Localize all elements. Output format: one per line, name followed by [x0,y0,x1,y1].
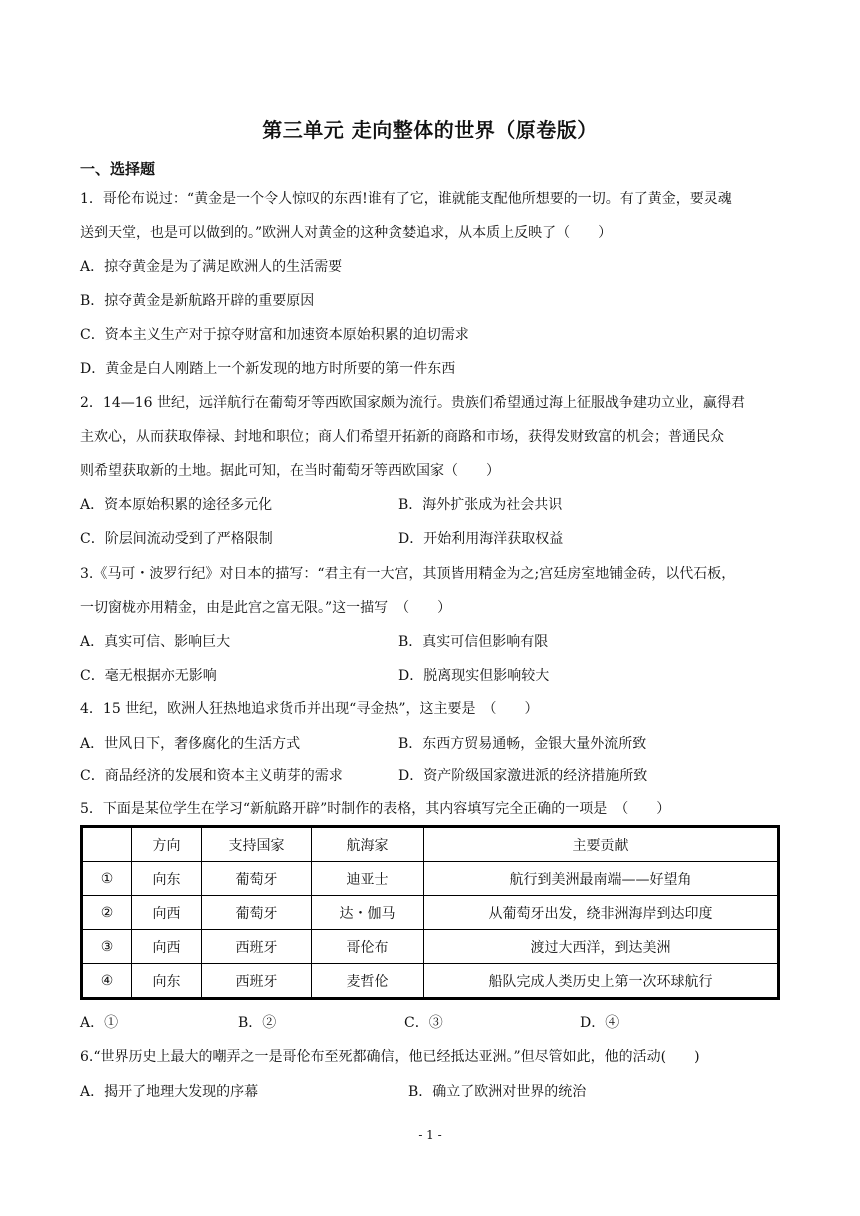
table-cell: 西班牙 [202,930,312,964]
q3-option-a: A．真实可信、影响巨大 [80,634,231,650]
table-header-cell: 方向 [132,827,202,862]
section-heading: 一、选择题 [80,160,156,178]
q4-option-a: A．世风日下，奢侈腐化的生活方式 [80,736,301,752]
q5-option-b: B．② [238,1015,277,1031]
table-cell: ① [82,862,132,896]
q1-option-a: A．掠夺黄金是为了满足欧洲人的生活需要 [80,259,343,275]
q1-option-b: B．掠夺黄金是新航路开辟的重要原因 [80,293,315,309]
q4-option-b: B．东西方贸易通畅，金银大量外流所致 [398,736,647,752]
q5-stem-line-1: 5．下面是某位学生在学习“新航路开辟”时制作的表格，其内容填写完全正确的一项是 （ ） [80,801,671,817]
q6-option-b: B．确立了欧洲对世界的统治 [408,1084,587,1100]
table-header-cell: 支持国家 [202,827,312,862]
q2-stem-line-1: 2．14—16 世纪，远洋航行在葡萄牙等西欧国家颇为流行。贵族们希望通过海上征服战争建功立业，赢得君 [80,395,745,411]
q6-stem-line-1: 6.“世界历史上最大的嘲弄之一是哥伦布至死都确信，他已经抵达亚洲。”但尽管如此，他的活动( ) [80,1049,700,1065]
q3-stem-line-1: 3.《马可・波罗行纪》对日本的描写：“君主有一大宫，其顶皆用精金为之;宫廷房室地铺金砖，以代石板， [80,566,736,582]
table-cell: ② [82,896,132,930]
table-row [82,964,779,999]
q4-option-d: D．资产阶级国家激进派的经济措施所致 [398,768,648,784]
table-cell: 向东 [132,964,202,999]
q2-stem-line-3: 则希望获取新的土地。据此可知，在当时葡萄牙等西欧国家（ ） [80,463,500,479]
q5-option-c: C．③ [404,1015,443,1031]
q3-option-b: B．真实可信但影响有限 [398,634,549,650]
q3-option-c: C．毫无根据亦无影响 [80,668,217,684]
table-cell: 麦哲伦 [312,964,424,999]
voyage-table [80,825,780,1000]
q2-option-b: B．海外扩张成为社会共识 [398,497,563,513]
table-header-cell: 航海家 [312,827,424,862]
table-cell: 航行到美洲最南端——好望角 [424,862,779,896]
table-cell: 渡过大西洋，到达美洲 [424,930,779,964]
q1-stem-line-1: 1．哥伦布说过：“黄金是一个令人惊叹的东西!谁有了它，谁就能支配他所想要的一切。有了黄金，要灵魂 [80,191,732,207]
q2-option-d: D．开始利用海洋获取权益 [398,531,564,547]
q4-stem-line-1: 4．15 世纪，欧洲人狂热地追求货币并出现“寻金热”，这主要是 （ ） [80,701,539,717]
q5-option-a: A．① [80,1015,119,1031]
q6-option-a: A．揭开了地理大发现的序幕 [80,1084,259,1100]
table-cell: 从葡萄牙出发，绕非洲海岸到达印度 [424,896,779,930]
table-cell: 向东 [132,862,202,896]
q3-stem-line-2: 一切窗栊亦用精金，由是此宫之富无限。”这一描写 （ ） [80,600,452,616]
table-cell: 船队完成人类历史上第一次环球航行 [424,964,779,999]
q1-option-c: C．资本主义生产对于掠夺财富和加速资本原始积累的迫切需求 [80,327,469,343]
table-cell: 迪亚士 [312,862,424,896]
table-cell: 葡萄牙 [202,896,312,930]
table-cell: ④ [82,964,132,999]
table-cell: 向西 [132,930,202,964]
table-cell: 达・伽马 [312,896,424,930]
page-title: 第三单元 走向整体的世界（原卷版） [262,118,598,142]
q3-option-d: D．脱离现实但影响较大 [398,668,550,684]
q4-option-c: C．商品经济的发展和资本主义萌芽的需求 [80,768,343,784]
q2-option-c: C．阶层间流动受到了严格限制 [80,531,273,547]
table-row [82,930,779,964]
table-row [82,862,779,896]
table-header-row [82,827,779,862]
table-header-cell: 主要贡献 [424,827,779,862]
table-header-cell [82,827,132,862]
table-cell: 葡萄牙 [202,862,312,896]
q2-stem-line-2: 主欢心，从而获取俸禄、封地和职位；商人们希望开拓新的商路和市场，获得发财致富的机会；普通民众 [80,429,724,445]
table-cell: 哥伦布 [312,930,424,964]
table-row [82,896,779,930]
table-cell: 向西 [132,896,202,930]
table-cell: ③ [82,930,132,964]
q5-option-d: D．④ [580,1015,620,1031]
q1-option-d: D．黄金是白人刚踏上一个新发现的地方时所要的第一件东西 [80,361,456,377]
q2-option-a: A．资本原始积累的途径多元化 [80,497,273,513]
q1-stem-line-2: 送到天堂，也是可以做到的。”欧洲人对黄金的这种贪婪追求，从本质上反映了（ ） [80,225,613,241]
table-cell: 西班牙 [202,964,312,999]
page-number: - 1 - [418,1128,442,1142]
